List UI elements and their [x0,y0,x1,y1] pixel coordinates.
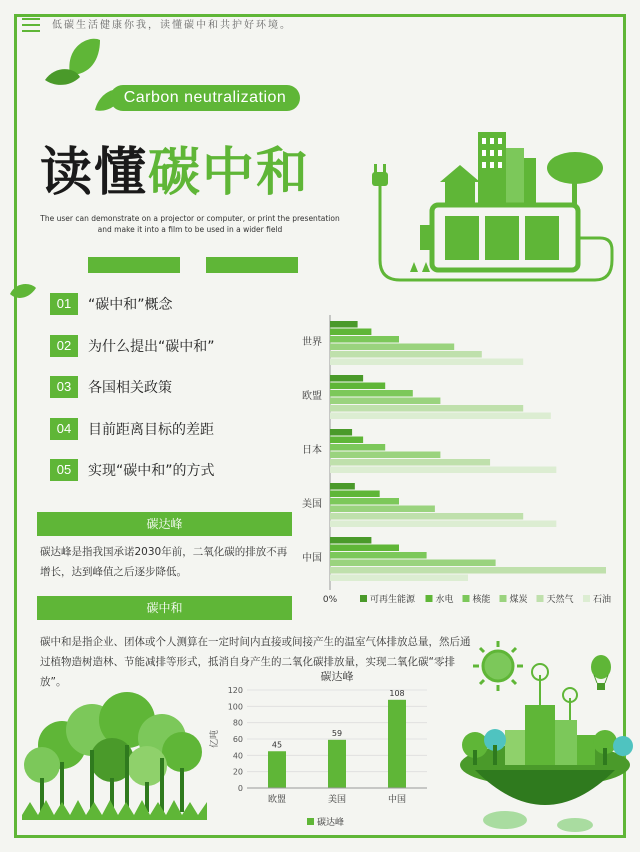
toc-number: 01 [50,293,78,315]
green-city-battery-illustration [360,120,620,295]
neutral-text-line: 放”。 [40,676,67,688]
category-label: 美国 [327,795,347,805]
legend-swatch [537,595,544,602]
bar-石油 [330,575,468,582]
toc-label: 各国相关政策 [88,380,172,396]
category-label: 美国 [302,499,322,510]
page-title [40,130,310,205]
bar [388,700,406,788]
bar-天然气 [330,513,523,520]
bar [328,740,346,788]
bar-核能 [330,552,427,559]
y-axis-label: 亿吨 [210,729,220,749]
bar-煤炭 [330,452,440,459]
y-tick-label: 0 [237,784,243,793]
title-green: 碳中和 [148,143,311,203]
menu-icon[interactable] [22,18,40,32]
legend-swatch [426,595,433,602]
bar-可再生能源 [330,321,358,328]
legend-label: 可再生能源 [370,595,416,605]
legend-label: 水电 [435,595,454,605]
bar-煤炭 [330,560,496,567]
bar-水电 [330,329,371,336]
peak-text-line: 增长，达到峰值之后逐步降低。 [40,566,187,578]
bar-水电 [330,437,363,444]
category-label: 日本 [302,445,322,456]
category-label: 欧盟 [267,795,287,805]
toc-label: 实现“碳中和”的方式 [88,463,215,479]
bar-核能 [330,390,413,397]
bar-天然气 [330,459,490,466]
bar-可再生能源 [330,429,352,436]
toc-item-2[interactable] [50,335,215,357]
bar-天然气 [330,405,523,412]
category-label: 世界 [302,337,322,348]
legend-swatch [307,818,314,825]
legend-label: 煤炭 [509,595,528,605]
data-label: 45 [271,740,283,750]
category-label: 中国 [302,553,322,564]
bar-核能 [330,336,399,343]
section-neutral-header: 碳中和 [37,596,292,620]
legend-swatch [463,595,470,602]
top-slogan: 低碳生活健康你我，读懂碳中和共护好环境。 [52,20,292,31]
neutral-text-line: 碳中和是指企业、团体或个人测算在一定时间内直接或间接产生的温室气体排放总量，然后通 [40,636,471,648]
toc-number: 05 [50,459,78,481]
bar-核能 [330,444,385,451]
bar-水电 [330,383,385,390]
toc-item-3[interactable] [50,376,172,398]
y-tick-label: 120 [227,686,243,695]
bar-可再生能源 [330,483,355,490]
energy-mix-chart [296,315,616,615]
legend-label: 石油 [593,595,612,605]
chart-title: 碳达峰 [320,670,354,683]
y-tick-label: 40 [232,751,243,761]
decor-bar-right [206,257,298,273]
bar-天然气 [330,567,606,574]
legend-label: 核能 [472,595,491,605]
category-label: 欧盟 [302,391,322,402]
bar-煤炭 [330,506,435,513]
carbon-peak-chart [205,668,445,833]
legend-swatch [360,595,367,602]
y-tick-label: 80 [232,718,243,728]
neutral-text-line: 过植物造树造林、节能减排等形式，抵消自身产生的二氧化碳排放量，实现二氧化碳“零排 [40,656,455,668]
toc-item-5[interactable] [50,459,215,481]
bar-核能 [330,498,399,505]
toc-item-1[interactable] [50,293,173,315]
forest-illustration [22,690,207,825]
bar-石油 [330,359,523,366]
title-dark: 读懂 [40,143,149,203]
bar-天然气 [330,351,482,358]
legend-label: 天然气 [546,595,574,605]
bar [268,751,286,788]
data-label: 108 [389,688,405,698]
y-tick-label: 20 [232,767,243,777]
subtitle: The user can demonstrate on a projector or computer, or print the presentation and make it into a film to be used in a wider field [40,214,340,234]
toc-number: 02 [50,335,78,357]
decor-bar-left [88,257,180,273]
y-tick-label: 100 [227,702,243,712]
bar-石油 [330,467,556,474]
toc-number: 03 [50,376,78,398]
legend-swatch [583,595,590,602]
small-leaf-icon [8,280,38,304]
toc-label: “碳中和”概念 [88,297,173,313]
toc-label: 为什么提出“碳中和” [88,339,215,355]
bar-可再生能源 [330,375,363,382]
legend-label: 碳达峰 [317,818,345,828]
bar-石油 [330,521,556,528]
legend-swatch [500,595,507,602]
section-peak-text [40,542,300,582]
data-label: 59 [331,728,343,738]
toc-item-4[interactable] [50,418,214,440]
section-peak-header: 碳达峰 [37,512,292,536]
x-tick-label: 0% [322,595,338,605]
category-label: 中国 [387,795,407,805]
bar-石油 [330,413,551,420]
carbon-pill-label: Carbon neutralization [110,85,300,111]
y-tick-label: 60 [232,735,243,744]
peak-text-line: 碳达峰是指我国承诺2030年前，二氧化碳的排放不再 [40,546,288,558]
toc-number: 04 [50,418,78,440]
toc-label: 目前距离目标的差距 [88,422,214,438]
bar-煤炭 [330,398,440,405]
bar-可再生能源 [330,537,371,544]
bar-水电 [330,491,380,498]
eco-city-island-illustration [455,660,635,835]
bar-水电 [330,545,399,552]
bar-煤炭 [330,344,454,351]
